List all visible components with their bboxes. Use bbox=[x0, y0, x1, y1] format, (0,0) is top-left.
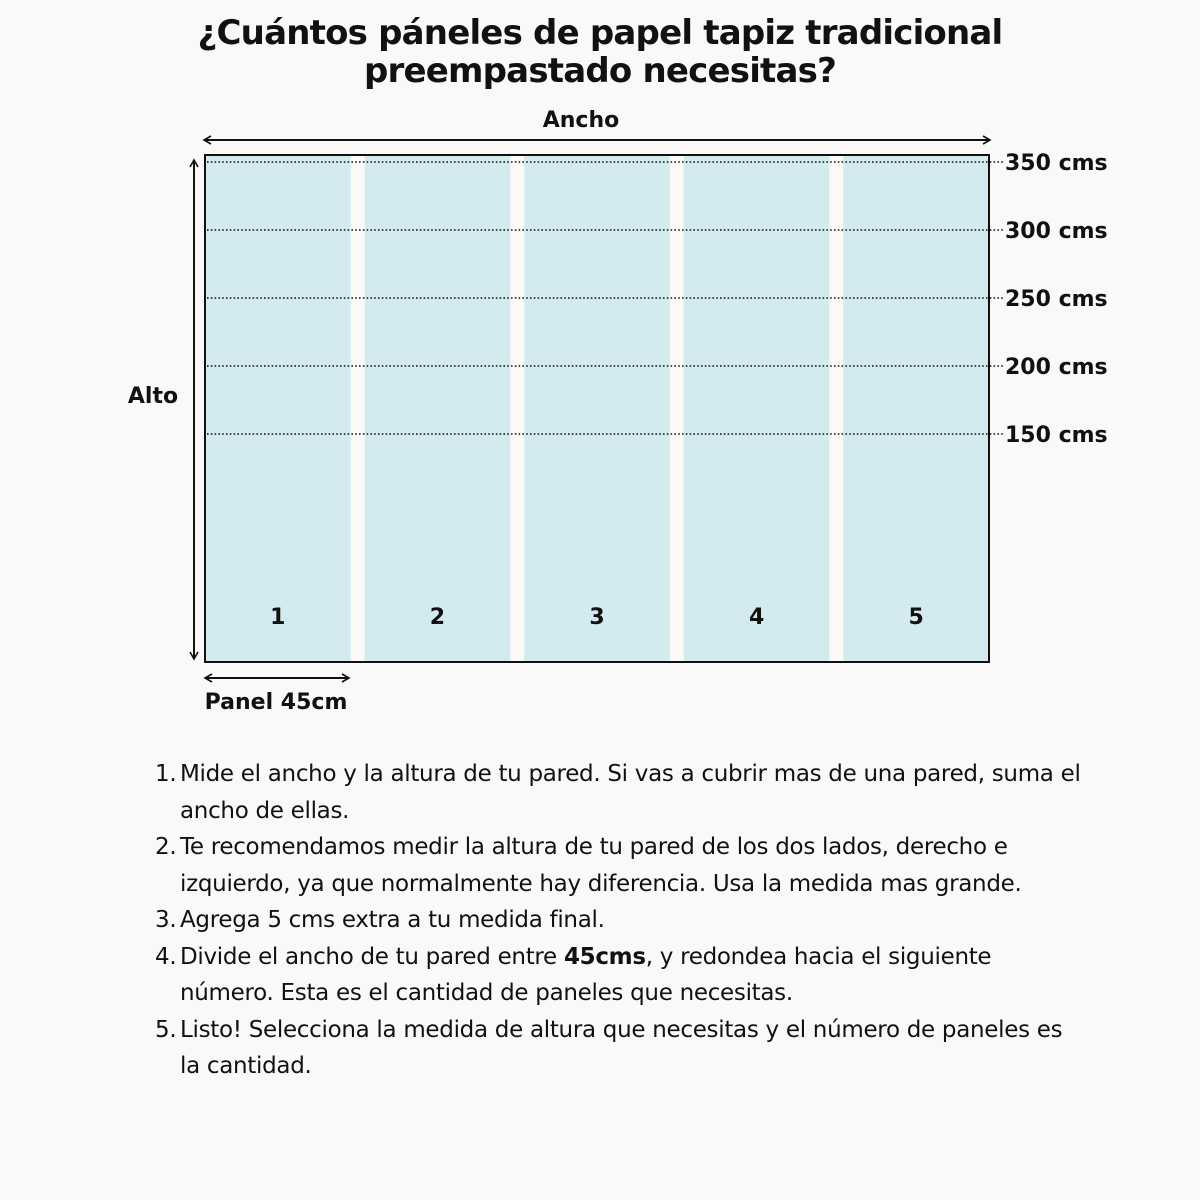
instruction-text: Mide el ancho y la altura de tu pared. Si vas a cubrir mas de una pared, suma el ancho de ellas. bbox=[180, 761, 1081, 824]
wall bbox=[205, 151, 1108, 662]
panel-number-5: 5 bbox=[908, 605, 924, 630]
instruction-item bbox=[155, 902, 1085, 939]
instruction-number: 3. bbox=[155, 907, 177, 933]
instruction-emphasis: 45cms bbox=[563, 943, 646, 970]
title-line-2: preempastado necesitas? bbox=[363, 51, 837, 91]
instruction-item bbox=[155, 939, 1085, 1012]
instruction-number: 5. bbox=[155, 1016, 177, 1043]
panel-number-3: 3 bbox=[589, 605, 605, 630]
instruction-item bbox=[155, 829, 1085, 902]
instruction-item bbox=[155, 1012, 1085, 1085]
height-label-300: 300 cms bbox=[1005, 219, 1108, 244]
panel-gap bbox=[670, 155, 684, 662]
panel-gap bbox=[351, 155, 365, 662]
panel-number-4: 4 bbox=[748, 605, 765, 630]
instructions-list bbox=[155, 756, 1085, 1085]
instruction-text: Te recomendamos medir la altura de tu pared de los dos lados, derecho e izquierdo, ya que normalmente hay diferencia. Usa la medida mas grande. bbox=[180, 834, 1022, 897]
instruction-text: Listo! Selecciona la medida de altura que necesitas y el número de paneles es la cantidad. bbox=[180, 1016, 1063, 1079]
wall-background bbox=[205, 155, 989, 662]
instruction-text: Divide el ancho de tu pared entre 45cms, y redondea hacia el siguiente número. Esta es el cantidad de paneles que necesitas. bbox=[180, 943, 992, 1006]
panel-gap bbox=[510, 155, 524, 662]
instruction-number: 1. bbox=[155, 761, 177, 787]
width-label: Ancho bbox=[542, 108, 620, 133]
panel-gap bbox=[829, 155, 843, 662]
title-line-1: ¿Cuántos páneles de papel tapiz tradicional bbox=[197, 13, 1003, 53]
height-label-200: 200 cms bbox=[1005, 355, 1108, 380]
instruction-text: Agrega 5 cms extra a tu medida final. bbox=[180, 907, 605, 933]
instruction-number: 4. bbox=[155, 943, 177, 970]
height-label-350: 350 cms bbox=[1005, 151, 1108, 176]
instruction-item bbox=[155, 756, 1085, 829]
height-label-250: 250 cms bbox=[1005, 287, 1108, 312]
height-label-150: 150 cms bbox=[1005, 423, 1108, 448]
panel-number-2: 2 bbox=[429, 605, 446, 630]
instruction-number: 2. bbox=[155, 834, 177, 860]
panel-width-label: Panel 45cm bbox=[204, 690, 348, 715]
panel-number-1: 1 bbox=[270, 605, 286, 630]
height-label: Alto bbox=[127, 384, 179, 409]
